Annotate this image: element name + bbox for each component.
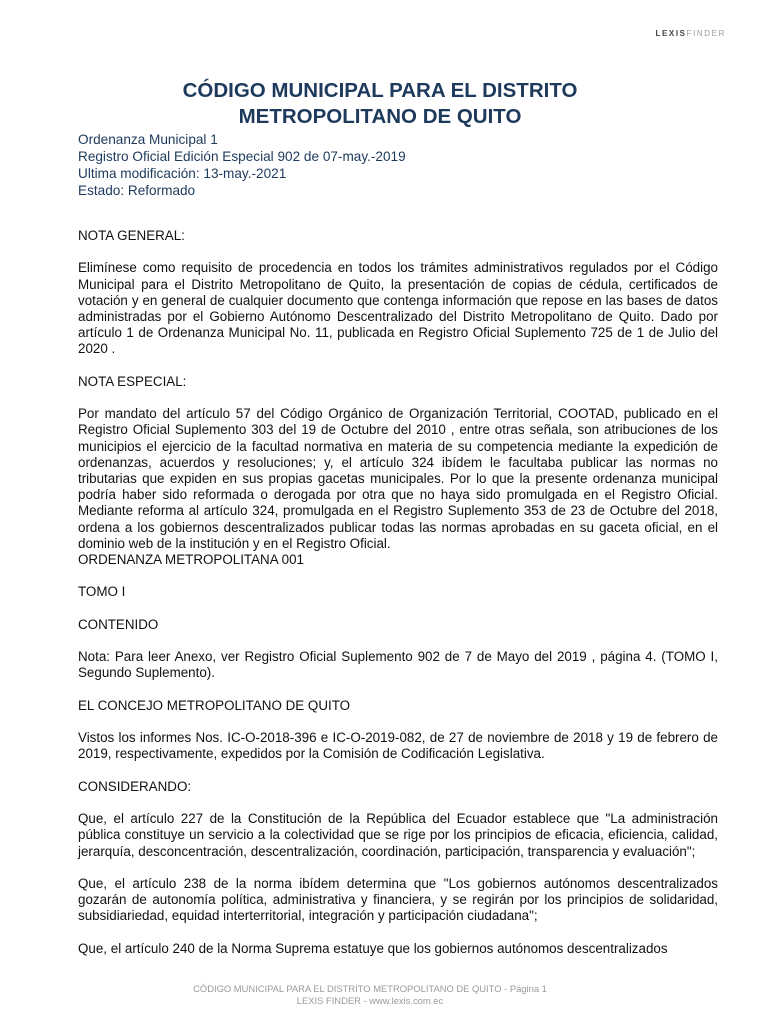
document-title [60, 78, 700, 130]
contenido-heading: CONTENIDO [78, 616, 159, 632]
ordinance-number: ORDENANZA METROPOLITANA 001 [78, 552, 304, 568]
nota-especial-text: Por mandato del artículo 57 del Código Orgánico de Organización Territorial, COOTAD, publicado en el Registro Oficial Suplemento 303 del 19 de Octubre del 2010 , entre otras señala, son atribuciones de los municipios el ejercicio de la facultad normativa en materia de su competencia mediante la expedición de ordenanzas, acuerdos y resoluciones; y, el artículo 324 ibídem le facultaba publicar las normas no tributarias que expiden en sus propias gacetas municipales. Por lo que la presente ordenanza municipal podría haber sido reformada o derogada por otra que no haya sido promulgada en el Registro Oficial. Mediante reforma al artículo 324, promulgada en el Registro Suplemento 353 de 23 de Octubre del 2018, ordena a los gobiernos descentralizados publicar todas las normas aprobadas en su gaceta oficial, en el dominio web de la institución y en el Registro Oficial. [78, 406, 718, 551]
brand-logo-part1: LEXIS [655, 29, 687, 38]
brand-logo [655, 29, 726, 38]
tomo-heading: TOMO I [78, 584, 126, 600]
status-label: Estado: Reformado [78, 183, 196, 198]
considerando-238: Que, el artículo 238 de la norma ibídem determina que "Los gobiernos autónomos descentralizados gozarán de autonomía política, administrativa y financiera, y se regirán por los principios de solidaridad, subsidiariedad, equidad interterritorial, integración y participación ciudadana"; [78, 875, 718, 924]
ordinance-label: Ordenanza Municipal 1 [78, 132, 218, 147]
considerando-240: Que, el artículo 240 de la Norma Suprema estatuye que los gobiernos autónomos descentralizados [78, 940, 668, 956]
registry-label: Registro Oficial Edición Especial 902 de 07-may.-2019 [78, 149, 406, 164]
nota-anexo-text: Nota: Para leer Anexo, ver Registro Oficial Suplemento 902 de 7 de Mayo del 2019 , página 4. (TOMO I, Segundo Suplemento). [78, 649, 718, 681]
footer-title-line: CÓDIGO MUNICIPAL PARA EL DISTRITO METROPOLITANO DE QUITO - Página 1 [193, 983, 547, 994]
document-body [78, 228, 718, 973]
nota-general-heading: NOTA GENERAL: [78, 228, 185, 243]
concejo-heading: EL CONCEJO METROPOLITANO DE QUITO [78, 697, 351, 713]
vistos-text: Vistos los informes Nos. IC-O-2018-396 e IC-O-2019-082, de 27 de noviembre de 2018 y 19 de febrero de 2019, respectivamente, expedidos por la Comisión de Codificación Legislativa. [78, 730, 718, 762]
nota-especial-heading: NOTA ESPECIAL: [78, 373, 187, 389]
last-modified-label: Ultima modificación: 13-may.-2021 [78, 166, 287, 181]
document-metadata [78, 131, 406, 199]
document-title-line2: METROPOLITANO DE QUITO [238, 105, 522, 128]
page-footer [0, 983, 740, 1006]
considerando-227: Que, el artículo 227 de la Constitución de la República del Ecuador establece que "La administración pública constituye un servicio a la colectividad que se rige por los principios de eficacia, eficiencia, calidad, jerarquía, desconcentración, descentralización, coordinación, participación, transparencia y evaluación"; [78, 811, 718, 859]
considerando-heading: CONSIDERANDO: [78, 778, 192, 794]
brand-logo-part2: FINDER [686, 29, 726, 38]
nota-general-text: Elimínese como requisito de procedencia en todos los trámites administrativos regulados por el Código Municipal para el Distrito Metropolitano de Quito, la presentación de copias de cédula, certificados de votación y en general de cualquier documento que contenga información que repose en las bases de datos administradas por el Gobierno Autónomo Descentralizado del Distrito Metropolitano de Quito. Dado por artículo 1 de Ordenanza Municipal No. 11, publicada en Registro Oficial Suplemento 725 de 1 de Julio del 2020 . [78, 260, 718, 357]
footer-site-line: LEXIS FINDER - www.lexis.com.ec [296, 994, 444, 1006]
document-title-line1: CÓDIGO MUNICIPAL PARA EL DISTRITO [182, 79, 578, 102]
